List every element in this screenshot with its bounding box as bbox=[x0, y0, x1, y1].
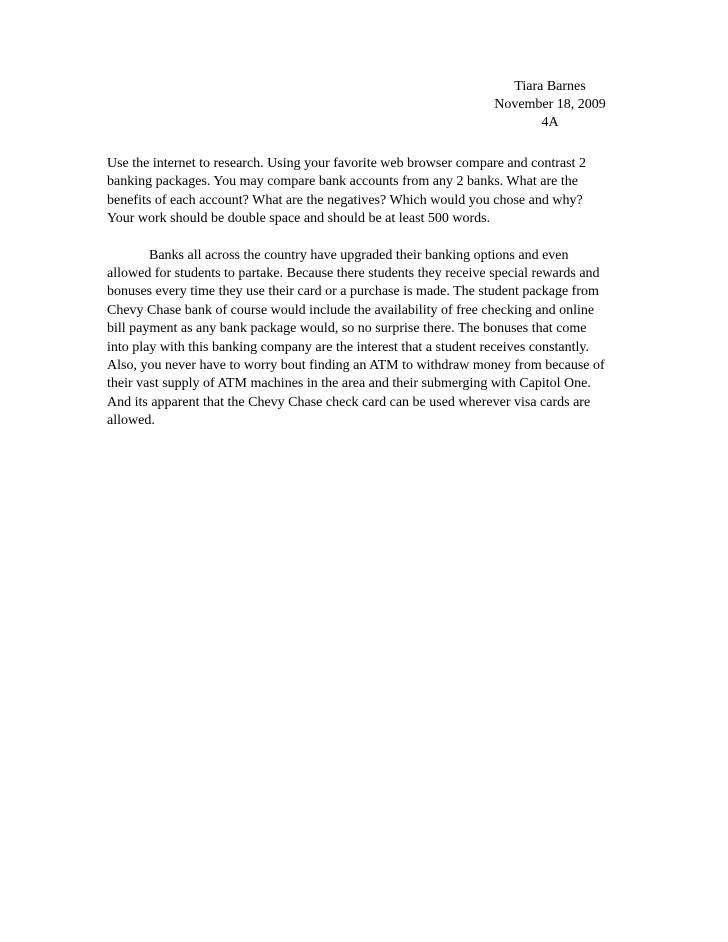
essay-line: And its apparent that the Chevy Chase check card can be used wherever visa cards are bbox=[107, 394, 591, 410]
essay-paragraph bbox=[107, 247, 629, 431]
prompt-line: Use the internet to research. Using your favorite web browser compare and contrast 2 bbox=[107, 156, 586, 171]
prompt-line: banking packages. You may compare bank accounts from any 2 banks. What are the bbox=[107, 174, 578, 190]
essay-line: into play with this banking company are the interest that a student receives constantly. bbox=[107, 339, 589, 355]
essay-line: their vast supply of ATM machines in the area and their submerging with Capitol One. bbox=[107, 376, 591, 392]
essay-line: allowed. bbox=[107, 413, 155, 429]
essay-line: bill payment as any bank package would, so no surprise there. The bonuses that come bbox=[107, 321, 587, 337]
essay-line: Chevy Chase bank of course would include the availability of free checking and online bbox=[107, 302, 595, 318]
essay-line: allowed for students to partake. Because there students they receive special rewards and bbox=[107, 266, 600, 282]
prompt-line: Your work should be double space and should be at least 500 words. bbox=[107, 211, 491, 227]
prompt-line: benefits of each account? What are the negatives? Which would you chose and why? bbox=[107, 192, 583, 208]
author-name: Tiara Barnes bbox=[514, 79, 586, 94]
essay-line: Also, you never have to worry bout finding an ATM to withdraw money from because of bbox=[107, 358, 605, 374]
essay-line: Banks all across the country have upgraded their banking options and even bbox=[149, 247, 569, 263]
essay-line: bonuses every time they use their card or a purchase is made. The student package from bbox=[107, 284, 599, 300]
document-body bbox=[107, 155, 629, 431]
class-period: 4A bbox=[541, 115, 559, 130]
document-date: November 18, 2009 bbox=[494, 97, 606, 112]
header-block bbox=[470, 78, 630, 132]
assignment-prompt bbox=[107, 155, 629, 229]
